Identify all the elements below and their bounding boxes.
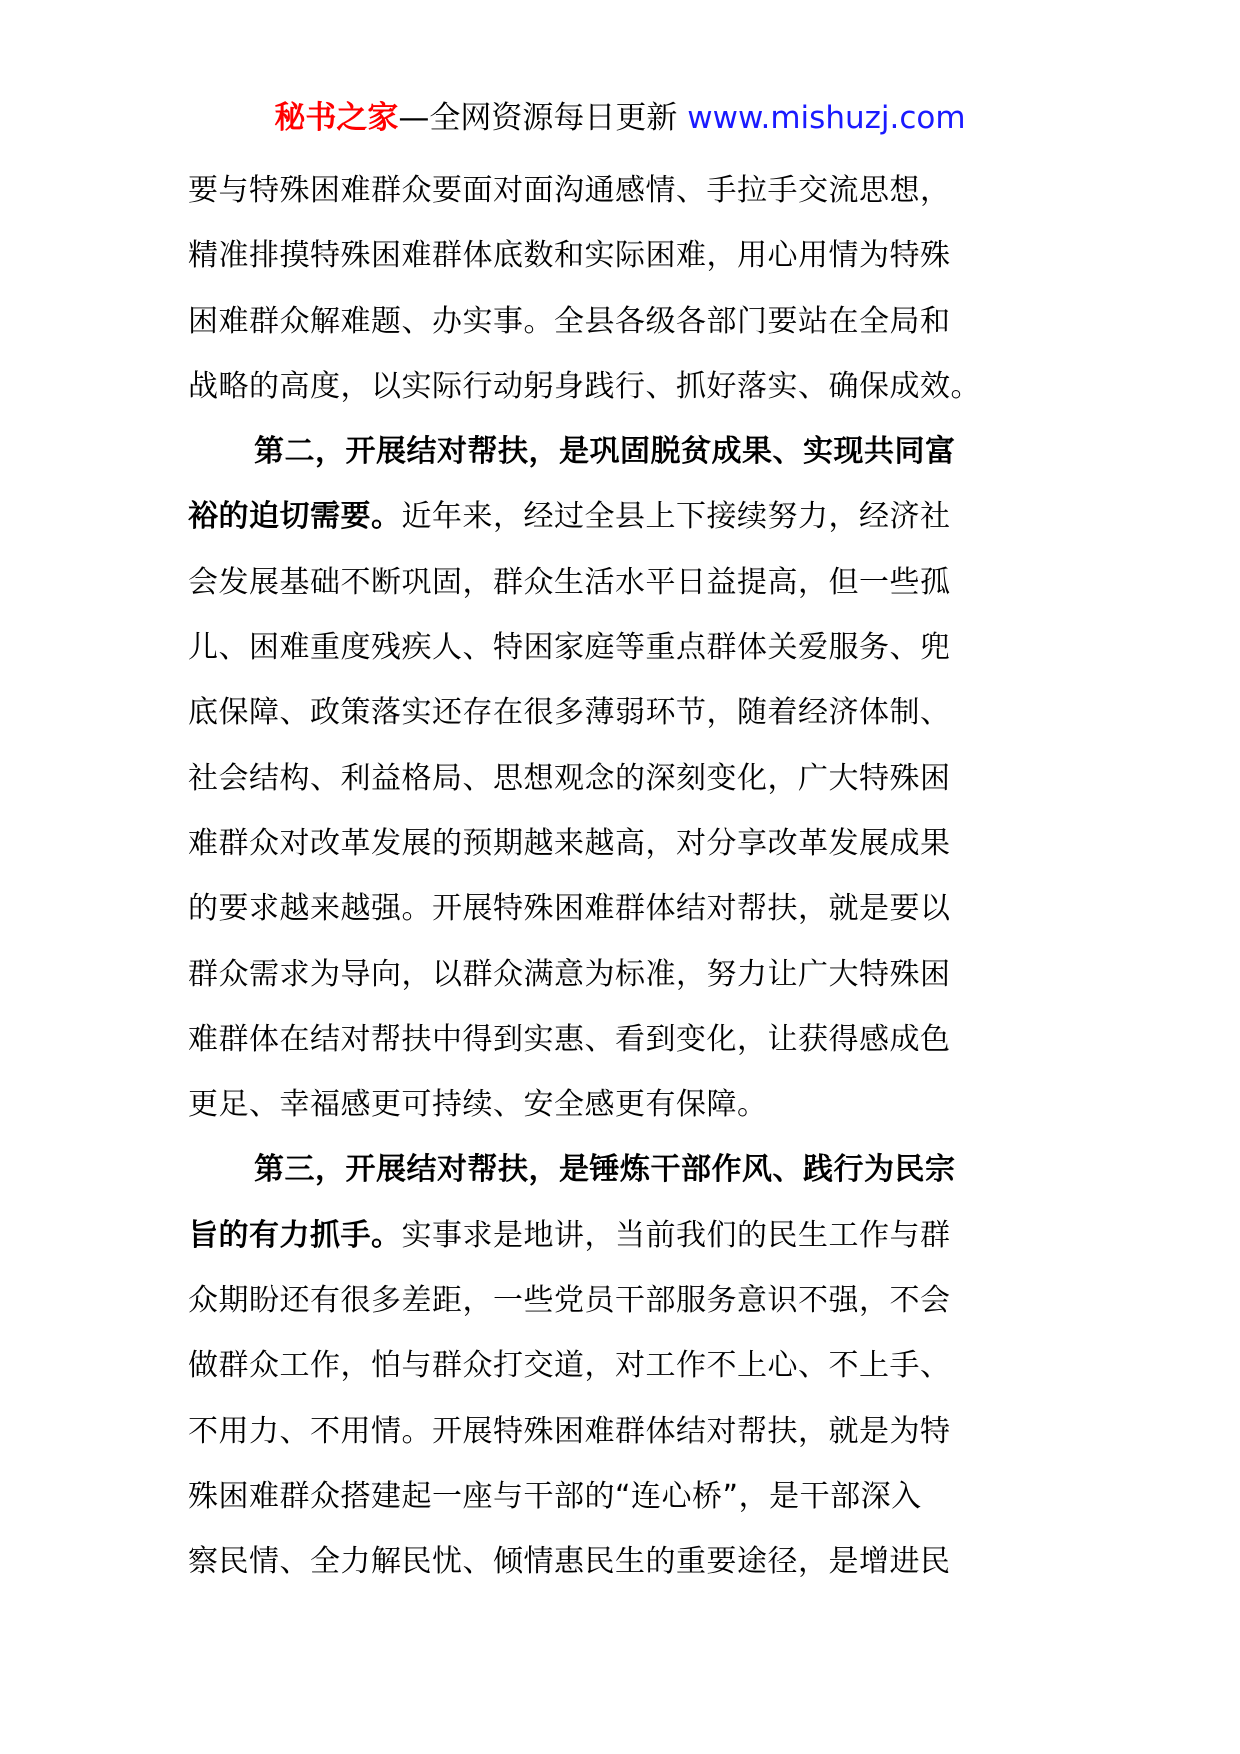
text-line: 战略的高度，以实际行动躬身践行、抓好落实、确保成效。 bbox=[188, 368, 981, 404]
text-line: 精准排摸特殊困难群体底数和实际困难，用心用情为特殊 bbox=[188, 238, 951, 274]
paragraph-3-heading-end: 旨的有力抓手。 bbox=[188, 1217, 402, 1253]
text-line: 难群体在结对帮扶中得到实惠、看到变化，让获得感成色 bbox=[188, 1021, 951, 1057]
text-line: 社会结构、利益格局、思想观念的深刻变化，广大特殊困 bbox=[188, 760, 951, 796]
text-line: 会发展基础不断巩固，群众生活水平日益提高，但一些孤 bbox=[188, 564, 951, 600]
text-line: 难群众对改革发展的预期越来越高，对分享改革发展成果 bbox=[188, 825, 951, 861]
text-line: 众期盼还有很多差距，一些党员干部服务意识不强，不会 bbox=[188, 1283, 951, 1319]
text-line: 不用力、不用情。开展特殊困难群体结对帮扶，就是为特 bbox=[188, 1413, 951, 1449]
text-line: 困难群众解难题、办实事。全县各级各部门要站在全局和 bbox=[188, 303, 951, 339]
paragraph-3-heading: 第三，开展结对帮扶，是锤炼干部作风、践行为民宗 bbox=[254, 1152, 956, 1188]
text-line: 更足、幸福感更可持续、安全感更有保障。 bbox=[188, 1087, 768, 1123]
text-line: 察民情、全力解民忧、倾情惠民生的重要途径，是增进民 bbox=[188, 1544, 951, 1580]
document-body bbox=[188, 158, 1028, 1595]
text-line: 儿、困难重度残疾人、特困家庭等重点群体关爱服务、兜 bbox=[188, 630, 951, 666]
text-line bbox=[188, 484, 1028, 549]
text-line: 要与特殊困难群众要面对面沟通感情、手拉手交流思想， bbox=[188, 173, 951, 208]
text-line: 群众需求为导向，以群众满意为标准，努力让广大特殊困 bbox=[188, 956, 951, 992]
header-url: www.mishuzj.com bbox=[687, 100, 966, 136]
brand-name: 秘书之家 bbox=[274, 100, 399, 136]
paragraph-3-text-start: 实事求是地讲，当前我们的民生工作与群 bbox=[401, 1217, 951, 1253]
paragraph-2-heading: 第二，开展结对帮扶，是巩固脱贫成果、实现共同富 bbox=[254, 434, 956, 470]
text-line: 底保障、政策落实还存在很多薄弱环节，随着经济体制、 bbox=[188, 695, 951, 731]
text-line: 的要求越来越强。开展特殊困难群体结对帮扶，就是要以 bbox=[188, 891, 951, 927]
text-line bbox=[188, 1203, 1028, 1268]
paragraph-2-heading-end: 裕的迫切需要。 bbox=[188, 499, 402, 535]
header-slogan: —全网资源每日更新 bbox=[398, 100, 688, 136]
paragraph-2-text-start: 近年来，经过全县上下接续努力，经济社 bbox=[401, 499, 951, 535]
text-line: 殊困难群众搭建起一座与干部的“连心桥”，是干部深入 bbox=[188, 1478, 922, 1514]
page-header bbox=[0, 98, 1240, 138]
text-line: 做群众工作，怕与群众打交道，对工作不上心、不上手、 bbox=[188, 1348, 951, 1384]
